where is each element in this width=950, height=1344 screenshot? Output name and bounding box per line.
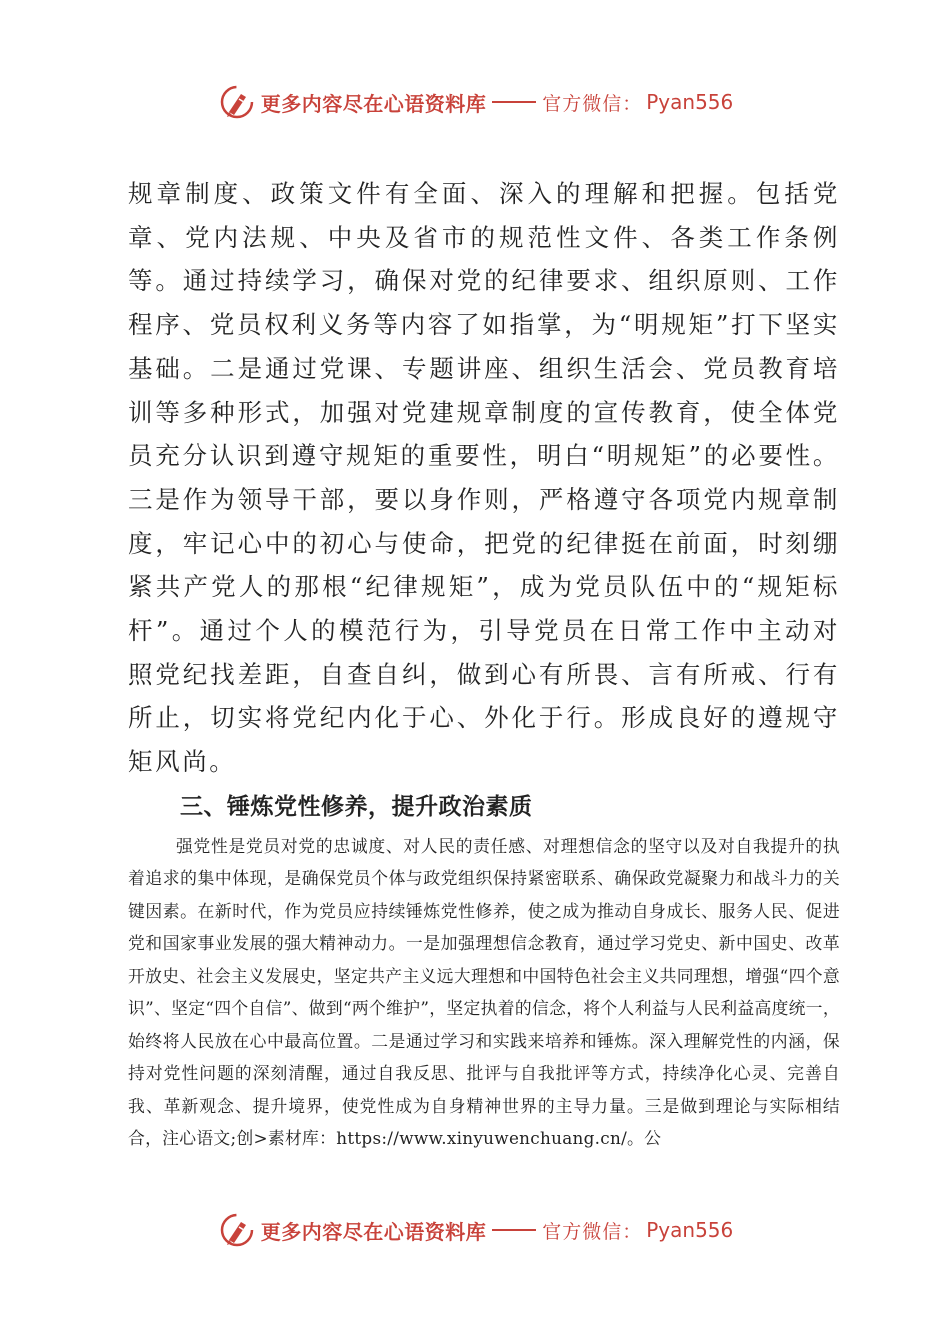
section-paragraph: 强党性是党员对党的忠诚度、对人民的责任感、对理想信念的坚守以及对自我提升的执着追求的集中体现，是确保党员个体与政党组织保持紧密联系、确保政党凝聚力和战斗力的关键因素。在新时代，作为党员应持续锤炼党性修养，使之成为推动自身成长、服务人民、促进党和国家事业发展的强大精神动力。一是加强理想信念教育，通过学习党史、新中国史、改革开放史、社会主义发展史，坚定共产主义远大理想和中国特色社会主义共同理想，增强“四个意识”、坚定“四个自信”、做到“两个维护”，坚定执着的信念，将个人利益与人民利益高度统一，始终将人民放在心中最高位置。二是通过学习和实践来培养和锤炼。深入理解党性的内涵，保持对党性问题的深刻清醒，通过自我反思、批评与自我批评等方式，持续净化心灵、完善自我、革新观念、提升境界，使党性成为自身精神世界的主导力量。三是做到理论与实际相结合，注心语文;创>素材库：https://www.xinyuwenchuang.cn/。公 bbox=[128, 835, 840, 1149]
wechat-id: Pyan556 bbox=[646, 1218, 734, 1242]
divider bbox=[492, 1229, 536, 1231]
pen-nib-logo-icon bbox=[217, 82, 257, 122]
wechat-label: 官方微信： bbox=[542, 1220, 643, 1243]
site-brand: 更多内容尽在心语资料库 bbox=[260, 91, 487, 116]
divider bbox=[492, 101, 536, 103]
pen-nib-logo-icon bbox=[217, 1210, 257, 1250]
document-body bbox=[128, 172, 840, 1155]
wechat-label: 官方微信： bbox=[542, 92, 643, 115]
footer-banner bbox=[0, 1208, 950, 1252]
body-paragraph-continued: 规章制度、政策文件有全面、深入的理解和把握。包括党章、党内法规、中央及省市的规范性文件、各类工作条例等。通过持续学习，确保对党的纪律要求、组织原则、工作程序、党员权利义务等内容了如指掌，为“明规矩”打下坚实基础。二是通过党课、专题讲座、组织生活会、党员教育培训等多种形式，加强对党建规章制度的宣传教育，使全体党员充分认识到遵守规矩的重要性，明白“明规矩”的必要性。三是作为领导干部，要以身作则，严格遵守各项党内规章制度，牢记心中的初心与使命，把党的纪律挺在前面，时刻绷紧共产党人的那根“纪律规矩”，成为党员队伍中的“规矩标杆”。通过个人的模范行为，引导党员在日常工作中主动对照党纪找差距，自查自纠，做到心有所畏、言有所戒、行有所止，切实将党纪内化于心、外化于行。形成良好的遵规守矩风尚。 bbox=[128, 179, 840, 777]
section-heading: 三、锤炼党性修养，提升政治素质 bbox=[180, 793, 533, 820]
site-brand: 更多内容尽在心语资料库 bbox=[260, 1219, 487, 1244]
header-banner bbox=[0, 80, 950, 124]
wechat-id: Pyan556 bbox=[646, 90, 734, 114]
